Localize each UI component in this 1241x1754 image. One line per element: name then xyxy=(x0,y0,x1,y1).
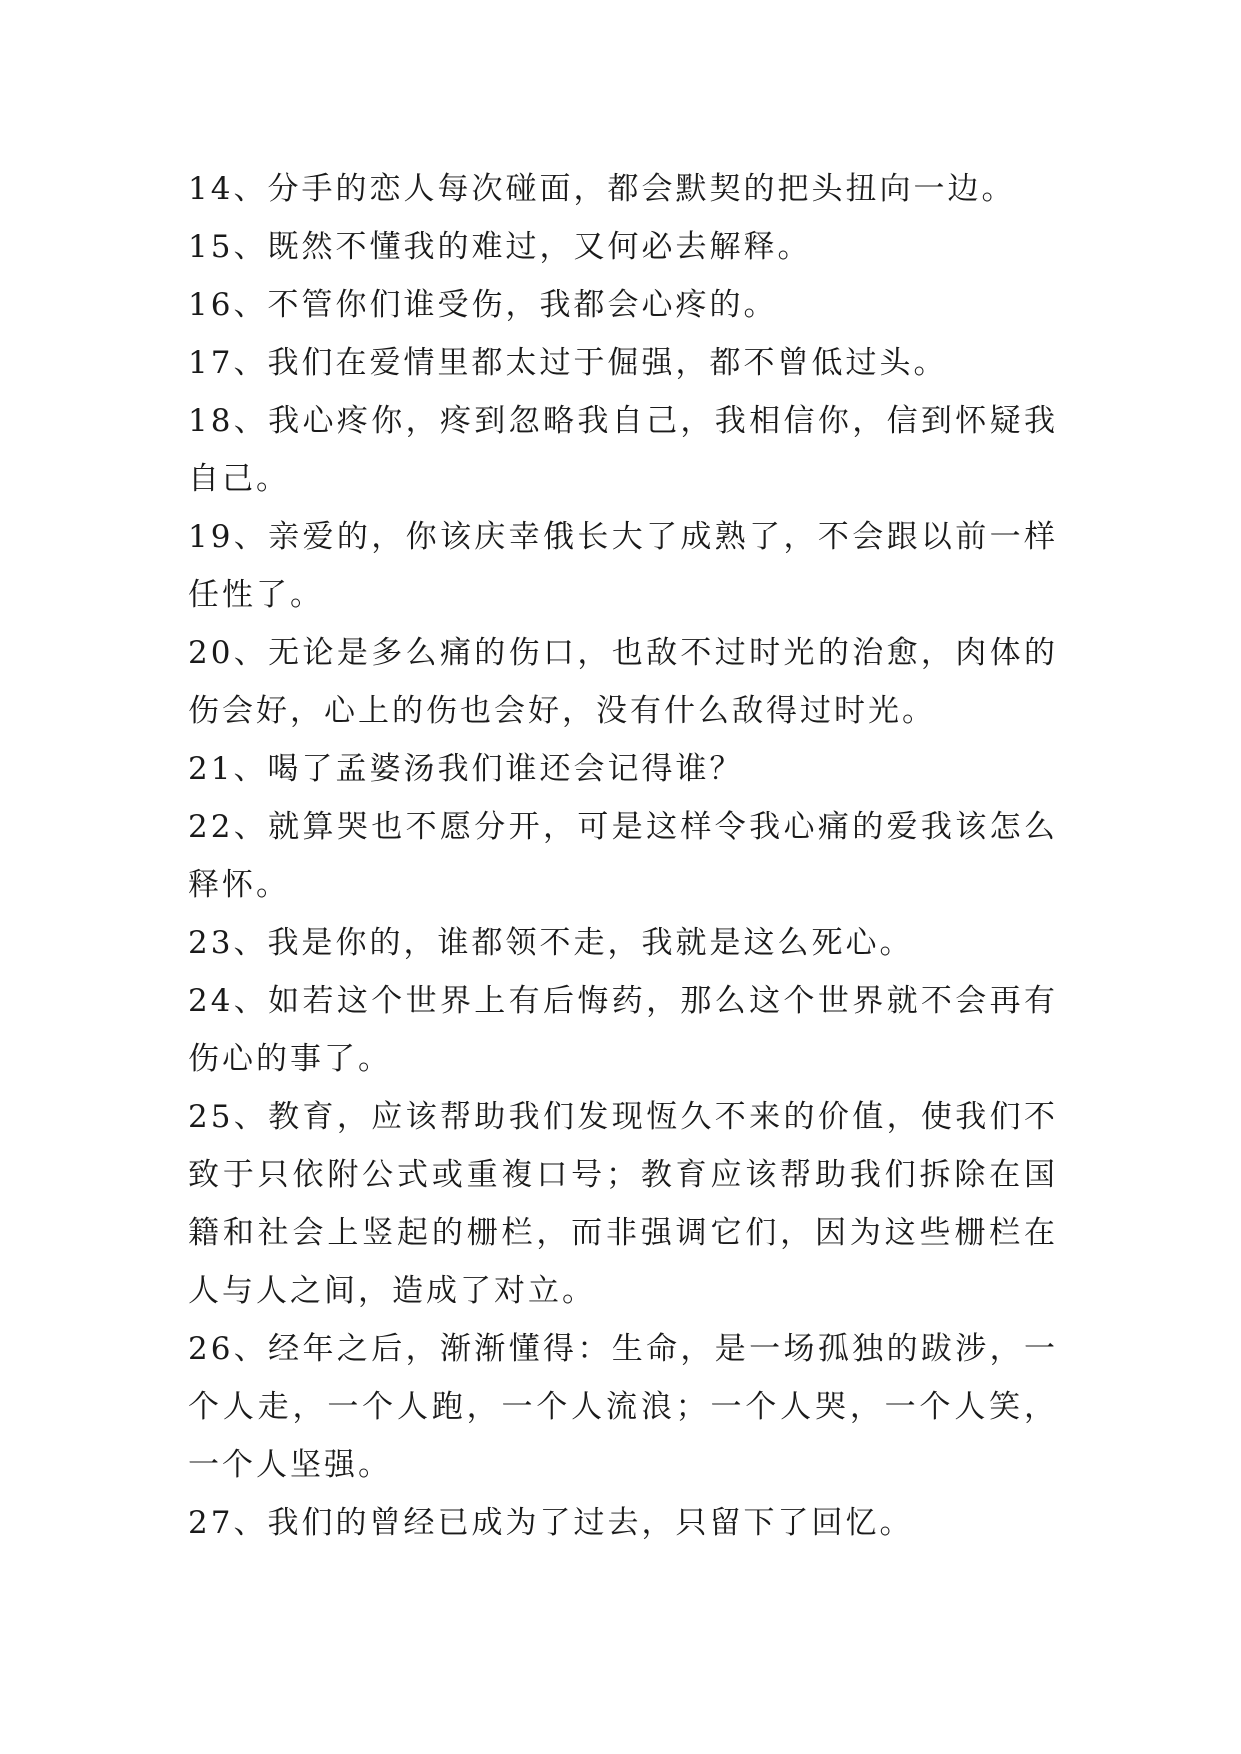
list-item-15: 15、既然不懂我的难过，又何必去解释。 xyxy=(188,229,812,265)
list-item-21: 21、喝了孟婆汤我们谁还会记得谁？ xyxy=(188,751,744,787)
list-item-16: 16、不管你们谁受伤，我都会心疼的。 xyxy=(188,287,778,323)
document-body xyxy=(188,160,1058,1552)
list-item-17: 17、我们在爱情里都太过于倔强，都不曾低过头。 xyxy=(188,345,948,381)
list-item-25: 25、教育，应该帮助我们发现恆久不来的价值，使我们不致于只依附公式或重複口号；教育应该帮助我们拆除在国籍和社会上竖起的栅栏，而非强调它们，因为这些栅栏在人与人之间，造成了对立。 xyxy=(188,1099,1058,1309)
list-item-22: 22、就算哭也不愿分开，可是这样令我心痛的爱我该怎么释怀。 xyxy=(188,809,1058,903)
list-item-27: 27、我们的曾经已成为了过去，只留下了回忆。 xyxy=(188,1505,914,1541)
list-item-18: 18、我心疼你，疼到忽略我自己，我相信你，信到怀疑我自己。 xyxy=(188,403,1058,497)
list-item-20: 20、无论是多么痛的伤口，也敌不过时光的治愈，肉体的伤会好，心上的伤也会好，没有什么敌得过时光。 xyxy=(188,635,1058,729)
list-item-19: 19、亲爱的，你该庆幸俄长大了成熟了，不会跟以前一样任性了。 xyxy=(188,519,1058,613)
list-item-26: 26、经年之后，渐渐懂得：生命，是一场孤独的跋涉，一个人走，一个人跑，一个人流浪；一个人哭，一个人笑，一个人坚强。 xyxy=(188,1331,1058,1483)
list-item-23: 23、我是你的，谁都领不走，我就是这么死心。 xyxy=(188,925,914,961)
list-item-24: 24、如若这个世界上有后悔药，那么这个世界就不会再有伤心的事了。 xyxy=(188,983,1058,1077)
list-item-14: 14、分手的恋人每次碰面，都会默契的把头扭向一边。 xyxy=(188,171,1016,207)
